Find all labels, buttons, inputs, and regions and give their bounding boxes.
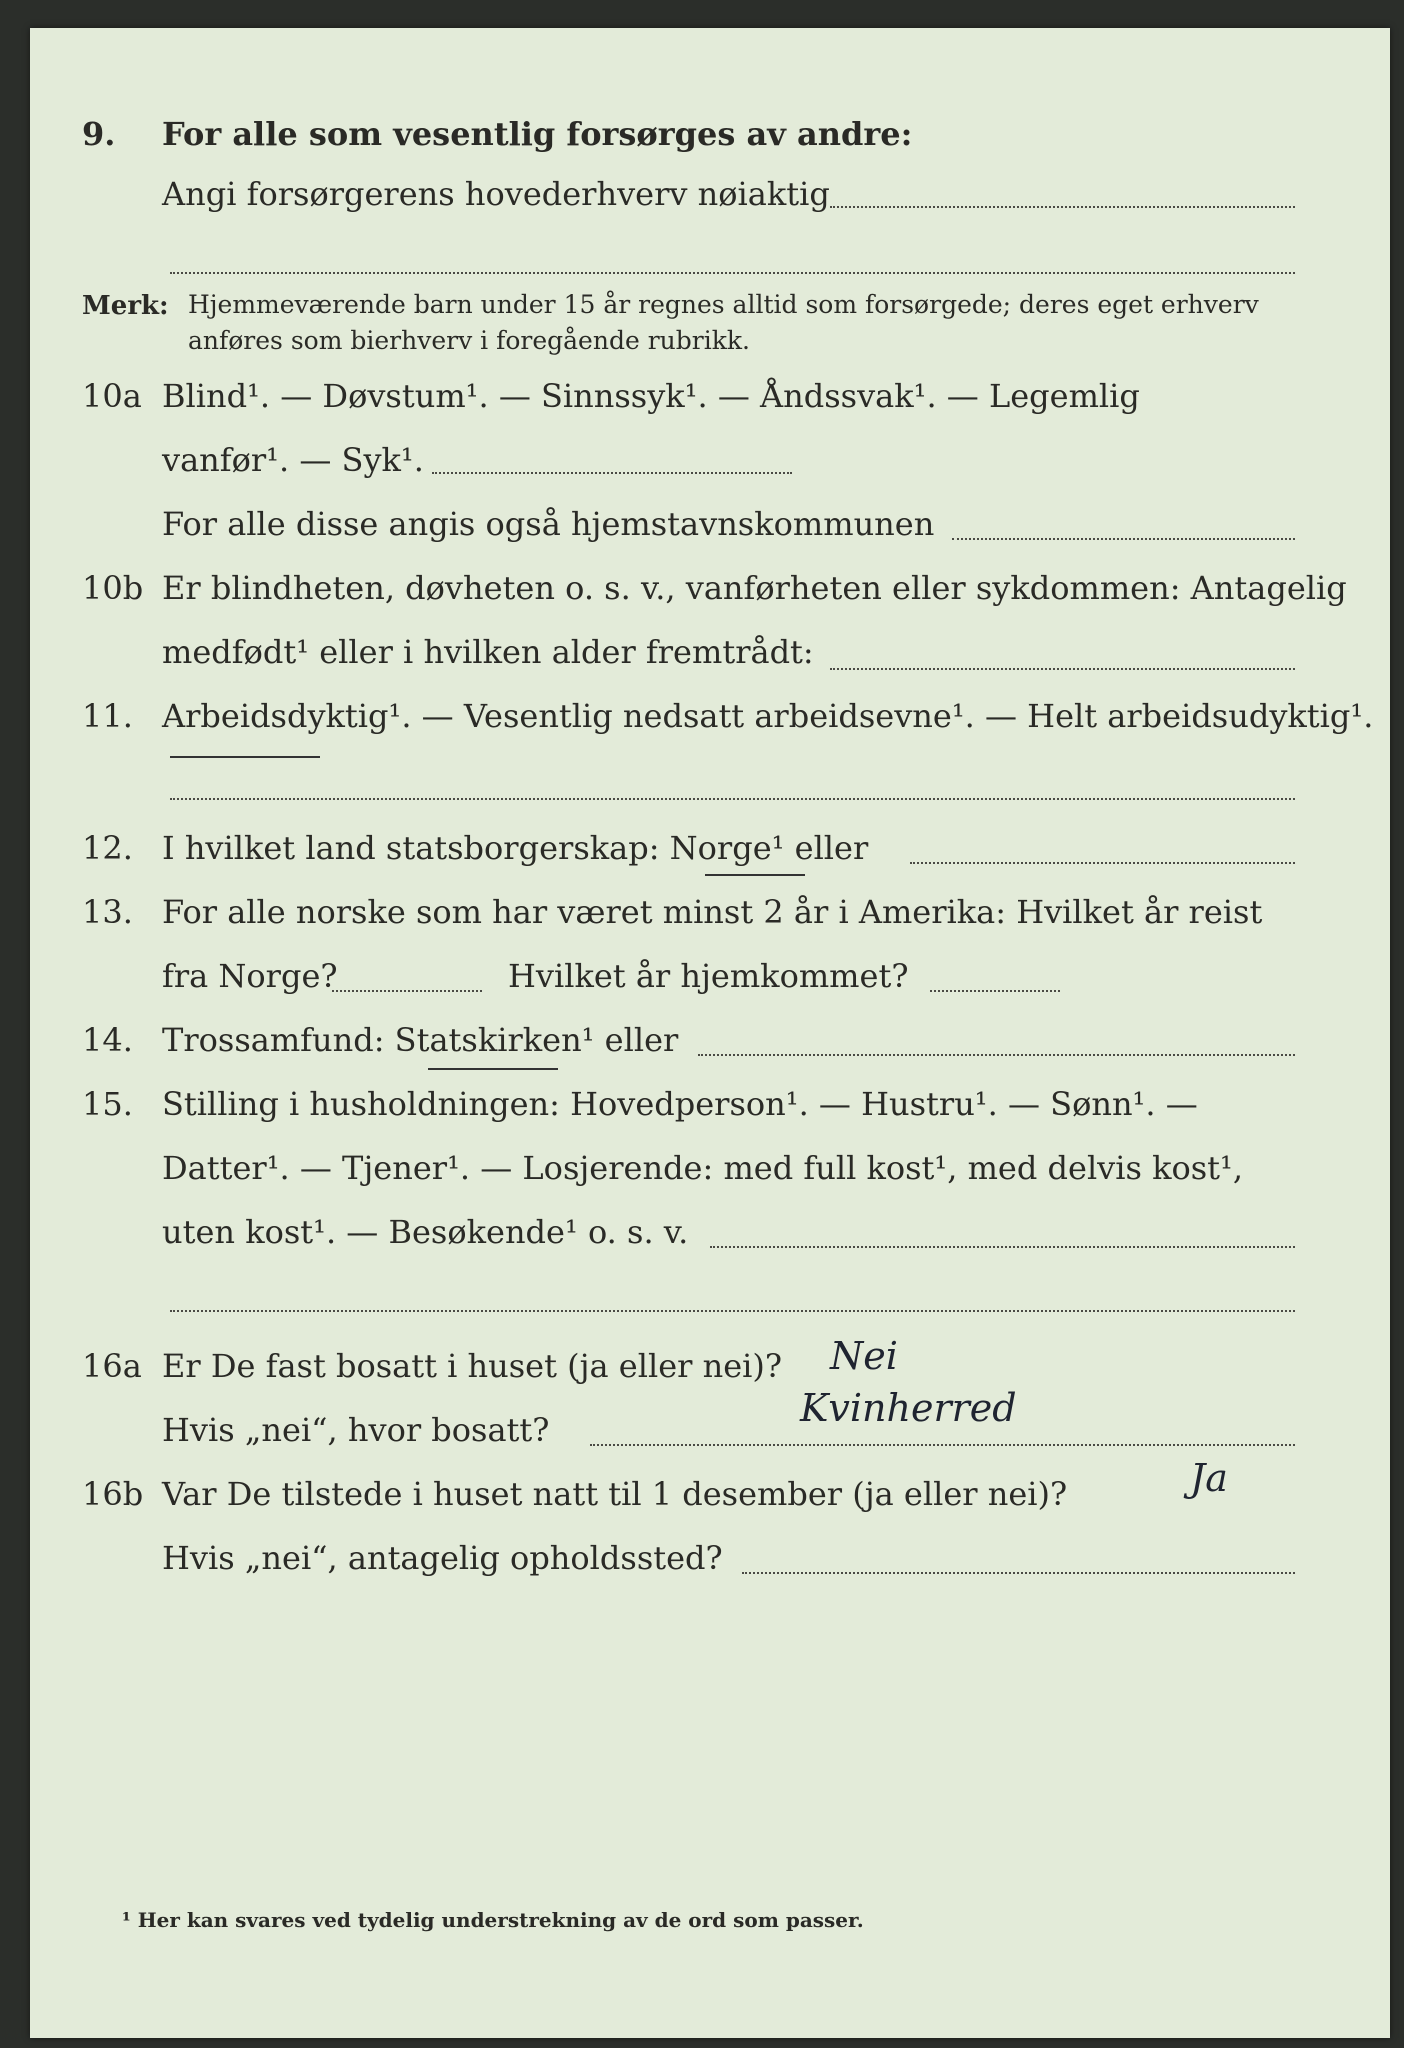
q10a-hjemstavn-fill[interactable] bbox=[952, 538, 1295, 540]
q10a-line1: Blind¹. — Døvstum¹. — Sinnssyk¹. — Åndssvak¹. — Legemlig bbox=[162, 377, 1140, 415]
census-form-page bbox=[30, 28, 1390, 2038]
q11-number: 11. bbox=[82, 697, 133, 735]
q9-fill-line[interactable] bbox=[830, 206, 1295, 208]
q9-heading: For alle som vesentlig forsørges av andre: bbox=[162, 115, 913, 153]
q13-hjemkommet-fill[interactable] bbox=[930, 990, 1060, 992]
q11-answer-line[interactable] bbox=[170, 798, 1295, 800]
q16a-answer2-handwritten: Kvinherred bbox=[800, 1386, 1017, 1430]
q16b-line2: Hvis „nei“, antagelig opholdssted? bbox=[162, 1539, 723, 1577]
q10a-syk-fill[interactable] bbox=[432, 472, 792, 474]
q11-line1: Arbeidsdyktig¹. — Vesentlig nedsatt arbeidsevne¹. — Helt arbeidsudyktig¹. bbox=[162, 697, 1374, 735]
q16a-line2: Hvis „nei“, hvor bosatt? bbox=[162, 1411, 550, 1449]
q15-answer-line[interactable] bbox=[170, 1310, 1295, 1312]
q11-underline-mark bbox=[170, 756, 320, 758]
q16b-answer1-handwritten: Ja bbox=[1190, 1456, 1228, 1500]
q10a-line3: For alle disse angis også hjemstavnskommunen bbox=[162, 505, 935, 543]
footnote: ¹ Her kan svares ved tydelig understrekning av de ord som passer. bbox=[122, 1908, 864, 1932]
q10b-fill[interactable] bbox=[830, 668, 1295, 670]
q13-reist-fill[interactable] bbox=[332, 990, 482, 992]
q15-fill[interactable] bbox=[710, 1246, 1295, 1248]
merk-line2: anføres som bierhverv i foregående rubrikk. bbox=[188, 326, 750, 355]
q10b-number: 10b bbox=[82, 569, 144, 607]
q16a-number: 16a bbox=[82, 1347, 142, 1385]
merk-line1: Hjemmeværende barn under 15 år regnes alltid som forsørgede; deres eget erhverv bbox=[188, 290, 1259, 319]
q14-line1: Trossamfund: Statskirken¹ eller bbox=[162, 1021, 679, 1059]
q16a-answer1-handwritten: Nei bbox=[830, 1334, 898, 1378]
q15-line2: Datter¹. — Tjener¹. — Losjerende: med full kost¹, med delvis kost¹, bbox=[162, 1149, 1244, 1187]
q15-line3: uten kost¹. — Besøkende¹ o. s. v. bbox=[162, 1213, 689, 1251]
q16b-opholdssted-fill[interactable] bbox=[742, 1572, 1295, 1574]
q13-number: 13. bbox=[82, 893, 133, 931]
q12-number: 12. bbox=[82, 829, 133, 867]
q14-fill[interactable] bbox=[698, 1054, 1295, 1056]
q15-number: 15. bbox=[82, 1085, 133, 1123]
q14-underline-mark bbox=[428, 1068, 558, 1070]
q16a-line1: Er De fast bosatt i huset (ja eller nei)? bbox=[162, 1347, 783, 1385]
q9-answer-line[interactable] bbox=[170, 272, 1295, 274]
q9-line2: Angi forsørgerens hovederhverv nøiaktig bbox=[162, 175, 830, 213]
q14-number: 14. bbox=[82, 1021, 133, 1059]
q10a-number: 10a bbox=[82, 377, 142, 415]
q13-line1: For alle norske som har været minst 2 år i Amerika: Hvilket år reist bbox=[162, 893, 1263, 931]
q10a-line2: vanfør¹. — Syk¹. bbox=[162, 441, 424, 479]
q12-underline-mark bbox=[705, 874, 805, 876]
q12-fill[interactable] bbox=[910, 862, 1295, 864]
q16b-number: 16b bbox=[82, 1475, 144, 1513]
q13-line2a: fra Norge? bbox=[162, 957, 338, 995]
q16a-bosatt-fill[interactable] bbox=[590, 1444, 1295, 1446]
q13-line2b: Hvilket år hjemkommet? bbox=[508, 957, 909, 995]
q15-line1: Stilling i husholdningen: Hovedperson¹. — Hustru¹. — Sønn¹. — bbox=[162, 1085, 1198, 1123]
q10b-line1: Er blindheten, døvheten o. s. v., vanførheten eller sykdommen: Antagelig bbox=[162, 569, 1347, 607]
q16b-line1: Var De tilstede i huset natt til 1 desember (ja eller nei)? bbox=[162, 1475, 1068, 1513]
q12-line1: I hvilket land statsborgerskap: Norge¹ eller bbox=[162, 829, 869, 867]
merk-label: Merk: bbox=[82, 291, 169, 321]
q9-number: 9. bbox=[82, 115, 116, 153]
q10b-line2: medfødt¹ eller i hvilken alder fremtrådt: bbox=[162, 633, 814, 671]
